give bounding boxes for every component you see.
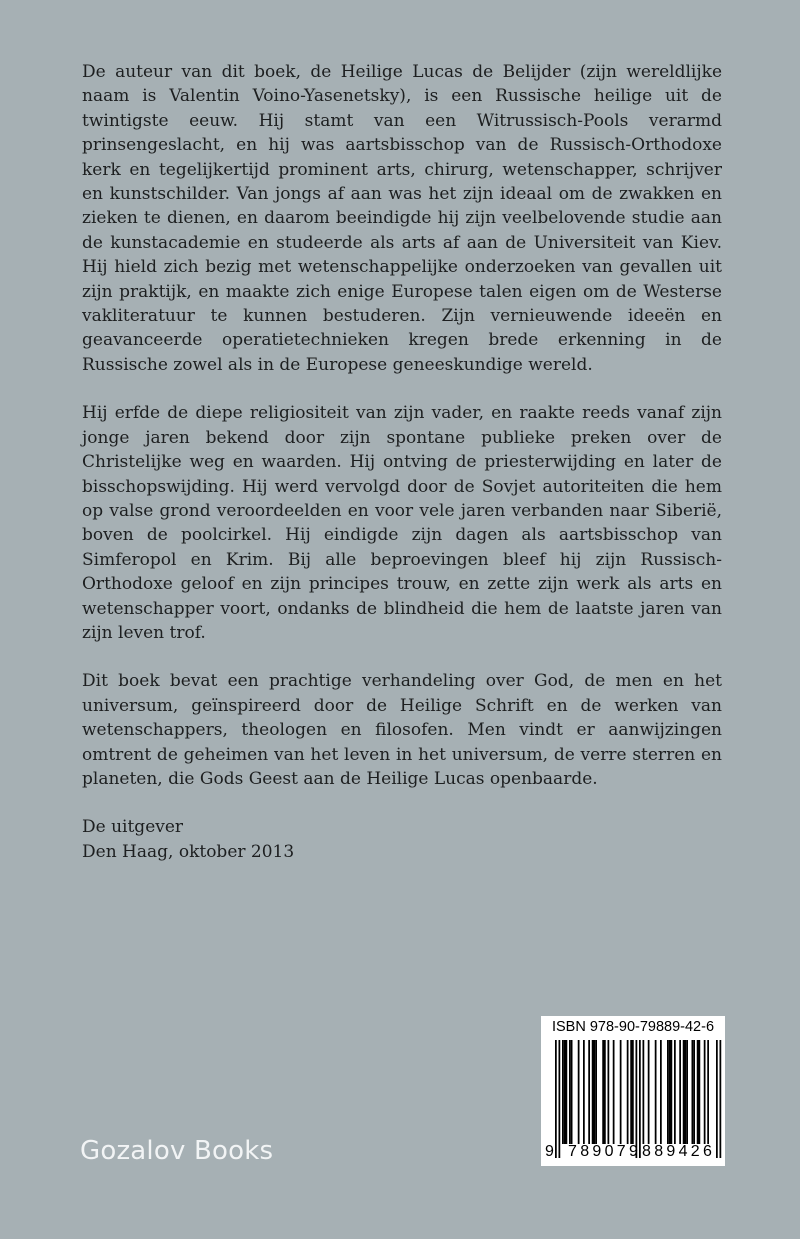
barcode-bar-22 [639,1040,641,1158]
barcode-bar-2 [562,1040,564,1144]
barcode-bar-23 [643,1040,645,1144]
barcode-bar-38 [699,1040,701,1144]
barcode-bar-26 [660,1040,662,1144]
barcode-bar-5 [569,1040,571,1144]
barcode-bar-21 [636,1040,638,1158]
isbn-barcode [541,1016,725,1166]
barcode-bar-16 [613,1040,615,1144]
barcode-bar-13 [602,1040,604,1144]
barcode-bar-24 [648,1040,650,1144]
barcode-bar-14 [604,1040,606,1144]
barcode-bar-7 [578,1040,580,1144]
barcode-bar-35 [692,1040,694,1144]
barcode-digit-first: 9 [545,1143,554,1160]
barcode-bar-40 [707,1040,709,1144]
barcode-bar-1 [559,1040,561,1158]
barcode-bar-8 [583,1040,585,1144]
barcode-bar-34 [686,1040,688,1144]
barcode-bar-17 [620,1040,622,1144]
barcode-bar-37 [697,1040,699,1144]
barcode-bar-18 [627,1040,629,1144]
signature [82,815,722,864]
barcode-bar-0 [555,1040,557,1158]
barcode-bar-41 [716,1040,718,1158]
barcode-bar-4 [566,1040,568,1144]
paragraph-book-content: Dit boek bevat een prachtige verhandeling over God, de men en het universum, geïnspireerd door de Heilige Schrift en de werken van wetenschappers, theologen en filosofen. Men vindt er aanwijzingen omtrent de geheimen van het leven in het universum, de verre sterren en planeten, die Gods Geest aan de Heilige Lucas openbaarde. [82,671,722,789]
barcode-bar-15 [608,1040,610,1144]
publisher-logo: Gozalov Books [80,1136,274,1166]
barcode-bar-29 [671,1040,673,1144]
signature-publisher: De uitgever [82,817,184,838]
back-cover-text [82,60,722,864]
barcode-bar-6 [571,1040,573,1144]
barcode-bar-9 [588,1040,590,1144]
paragraph-author-bio: De auteur van dit boek, de Heilige Lucas de Belijder (zijn wereldlijke naam is Valentin Voino-Yasenetsky), is een Russische heilige uit de twintigste eeuw. Hij stamt van een Witrussisch-Pools verarmd prinsengeslacht, en hij was aartsbisschop van de Russisch-Orthodoxe kerk en tegelijkertijd prominent arts, chirurg, wetenschapper, schrijver en kunstschilder. Van jongs af aan was het zijn ideaal om de zwakken en zieken te dienen, en daarom beeindigde hij zijn veelbelovende studie aan de kunstacademie en studeerde als arts af aan de Universiteit van Kiev. Hij hield zich bezig met wetenschappelijke onderzoeken van gevallen uit zijn praktijk, en maakte zich enige Europese talen eigen om de Westerse vakliteratuur te kunnen bestuderen. Zijn vernieuwende ideeën en geavanceerde operatietechnieken kregen brede erkenning in de Russische zowel als in de Europese geneeskundige wereld. [82,62,722,375]
barcode-digits-right: 889426 [642,1143,716,1160]
barcode-bar-39 [704,1040,706,1144]
barcode-digits [541,1143,725,1163]
barcode-bar-33 [685,1040,687,1144]
barcode-bar-12 [595,1040,597,1144]
signature-place-date: Den Haag, oktober 2013 [82,841,295,862]
barcode-bar-30 [674,1040,676,1144]
barcode-bar-31 [679,1040,681,1144]
barcode-bar-10 [592,1040,594,1144]
barcode-bar-42 [720,1040,722,1158]
paragraph-religious-life: Hij erfde de diepe religiositeit van zijn vader, en raakte reeds vanaf zijn jonge jaren bekend door zijn spontane publieke preken over de Christelijke weg en waarden. Hij ontving de priesterwijding en later de bisschopswijding. Hij werd vervolgd door de Sovjet autoriteiten die hem op valse grond veroordeelden en voor vele jaren verbanden naar Siberië, boven de poolcirkel. Hij eindigde zijn dagen als aartsbisschop van Simferopol en Krim. Bij alle beproevingen bleef hij zijn Russisch-Orthodoxe geloof en zijn principes trouw, en zette zijn werk als arts en wetenschapper voort, ondanks de blindheid die hem de laatste jaren van zijn leven trof. [82,403,722,643]
barcode-bar-25 [655,1040,657,1144]
barcode-bar-11 [594,1040,596,1144]
isbn-label: ISBN 978-90-79889-42-6 [551,1019,715,1035]
barcode-digits-left: 789079 [568,1143,642,1160]
barcode-bar-20 [632,1040,634,1144]
barcode-bar-27 [667,1040,669,1144]
barcode-bar-3 [564,1040,566,1144]
barcode-bar-32 [683,1040,685,1144]
barcode-bar-28 [669,1040,671,1144]
barcode-bar-36 [693,1040,695,1144]
barcode-bar-19 [630,1040,632,1144]
